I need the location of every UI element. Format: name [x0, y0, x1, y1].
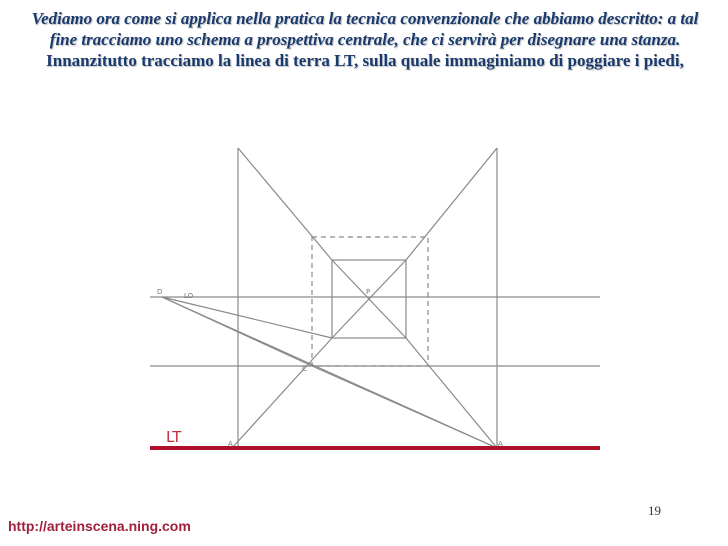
distance-line-to-square [162, 297, 332, 338]
label-c: C [302, 365, 307, 373]
label-a-left: A [228, 440, 233, 448]
label-a-right: A [498, 440, 503, 448]
label-lt: LT [166, 428, 182, 446]
line-c-to-a [312, 366, 497, 448]
construction-lines [150, 148, 600, 448]
page-number: 19 [648, 503, 661, 518]
ground-line-paragraph: Innanzitutto tracciamo la linea di terra LT, sulla quale immaginiamo di poggiare i piedi, [46, 51, 684, 70]
intro-paragraph: Vediamo ora come si applica nella pratica la tecnica convenzionale che abbiamo descritto: a tal fine tracciamo uno schema a prospettiva centrale, che ci servirà per disegnare una stanza. [31, 9, 699, 49]
top-right-diagonal [406, 148, 497, 260]
label-p: P [366, 288, 371, 296]
bottom-right-diagonal [406, 338, 497, 448]
footer-url[interactable]: http://arteinscena.ning.com [8, 518, 191, 534]
label-lo: LO [184, 292, 194, 300]
top-left-diagonal [238, 148, 332, 260]
bottom-left-diagonal [232, 338, 332, 448]
label-d: D [157, 288, 163, 296]
